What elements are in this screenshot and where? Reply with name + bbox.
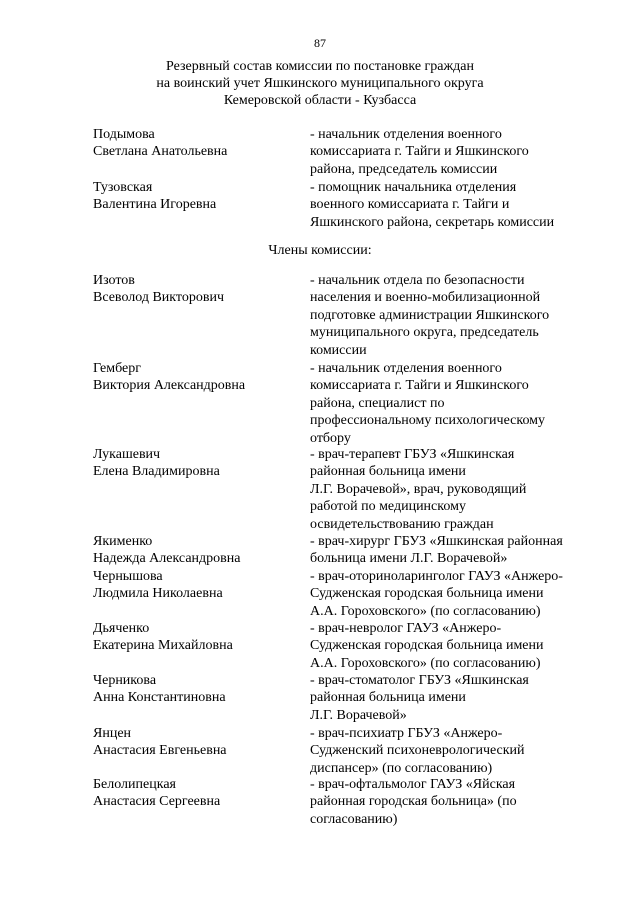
person-name: [93, 725, 303, 760]
person-role: [310, 446, 610, 533]
role-line: - врач-терапевт ГБУЗ «Яшкинская: [310, 447, 515, 462]
person-name: [93, 272, 303, 307]
surname: Якименко: [93, 534, 153, 549]
role-line: - врач-оториноларинголог ГАУЗ «Анжеро-: [310, 569, 563, 584]
role-line: диспансер» (по согласованию): [310, 760, 493, 776]
person-role: [310, 179, 610, 231]
person-name: [93, 620, 303, 655]
role-line: района, председатель комиссии: [310, 161, 498, 177]
role-line: комиссариата г. Тайги и Яшкинского: [310, 378, 529, 394]
given-name: Елена Владимировна: [93, 464, 220, 480]
role-line: - начальник отдела по безопасности: [310, 273, 525, 288]
person-role: [310, 725, 610, 777]
title-line: на воинский учет Яшкинского муниципального округа: [156, 76, 484, 91]
role-line: Л.Г. Ворачевой»: [310, 707, 407, 723]
role-line: отбору: [310, 430, 351, 446]
role-line: согласованию): [310, 811, 398, 827]
surname: Гемберг: [93, 361, 141, 376]
role-line: освидетельствованию граждан: [310, 516, 494, 532]
surname: Янцен: [93, 726, 132, 741]
person-role: [310, 672, 610, 724]
given-name: Надежда Александровна: [93, 551, 241, 567]
surname: Чернышова: [93, 569, 163, 584]
person-name: [93, 533, 303, 568]
role-line: районная больница имени: [310, 690, 466, 706]
role-line: Яшкинского района, секретарь комиссии: [310, 214, 555, 230]
role-line: Л.Г. Ворачевой», врач, руководящий: [310, 481, 527, 497]
given-name: Анна Константиновна: [93, 690, 226, 706]
role-line: - начальник отделения военного: [310, 127, 502, 142]
person-name: [93, 568, 303, 603]
given-name: Всеволод Викторович: [93, 290, 224, 306]
page-number: 87: [314, 36, 326, 50]
person-name: [93, 179, 303, 214]
given-name: Виктория Александровна: [93, 378, 246, 394]
role-line: - помощник начальника отделения: [310, 180, 517, 195]
role-line: - врач-психиатр ГБУЗ «Анжеро-: [310, 726, 503, 741]
given-name: Анастасия Сергеевна: [93, 794, 221, 810]
person-name: [93, 126, 303, 161]
given-name: Анастасия Евгеньевна: [93, 743, 227, 759]
members-heading: Члены комиссии:: [268, 243, 372, 258]
person-role: [310, 568, 610, 620]
role-line: работой по медицинскому: [310, 499, 466, 515]
role-line: подготовке администрации Яшкинского: [310, 307, 550, 323]
surname: Дьяченко: [93, 621, 150, 636]
surname: Тузовская: [93, 180, 153, 195]
surname: Подымова: [93, 127, 155, 142]
given-name: Светлана Анатольевна: [93, 144, 228, 160]
given-name: Людмила Николаевна: [93, 586, 223, 602]
role-line: - врач-невролог ГАУЗ «Анжеро-: [310, 621, 502, 636]
role-line: военного комиссариата г. Тайги и: [310, 197, 510, 213]
role-line: - врач-стоматолог ГБУЗ «Яшкинская: [310, 673, 529, 688]
role-line: районная городская больница» (по: [310, 794, 517, 810]
surname: Изотов: [93, 273, 135, 288]
role-line: комиссии: [310, 342, 367, 358]
role-line: комиссариата г. Тайги и Яшкинского: [310, 144, 529, 160]
role-line: Судженская городская больница имени: [310, 586, 544, 602]
person-name: [93, 446, 303, 481]
surname: Черникова: [93, 673, 157, 688]
role-line: - врач-офтальмолог ГАУЗ «Яйская: [310, 777, 516, 792]
role-line: - врач-хирург ГБУЗ «Яшкинская районная: [310, 534, 563, 549]
person-role: [310, 272, 610, 359]
role-line: муниципального округа, председатель: [310, 325, 539, 341]
person-role: [310, 533, 610, 568]
person-role: [310, 360, 610, 447]
title-line: Резервный состав комиссии по постановке граждан: [166, 59, 474, 74]
person-name: [93, 672, 303, 707]
document-title: [60, 58, 580, 109]
role-line: профессиональному психологическому: [310, 413, 546, 429]
surname: Белолипецкая: [93, 777, 176, 792]
surname: Лукашевич: [93, 447, 161, 462]
person-role: [310, 620, 610, 672]
role-line: населения и военно-мобилизационной: [310, 290, 541, 306]
role-line: Судженский психоневрологический: [310, 743, 525, 759]
role-line: больница имени Л.Г. Ворачевой»: [310, 551, 508, 567]
role-line: района, специалист по: [310, 395, 445, 411]
title-line: Кемеровской области - Кузбасса: [223, 93, 417, 108]
person-name: [93, 776, 303, 811]
person-name: [93, 360, 303, 395]
person-role: [310, 126, 610, 178]
role-line: А.А. Гороховского» (по согласованию): [310, 655, 541, 671]
given-name: Екатерина Михайловна: [93, 638, 233, 654]
role-line: Судженская городская больница имени: [310, 638, 544, 654]
role-line: А.А. Гороховского» (по согласованию): [310, 603, 541, 619]
role-line: районная больница имени: [310, 464, 466, 480]
role-line: - начальник отделения военного: [310, 361, 502, 376]
person-role: [310, 776, 610, 828]
given-name: Валентина Игоревна: [93, 197, 217, 213]
